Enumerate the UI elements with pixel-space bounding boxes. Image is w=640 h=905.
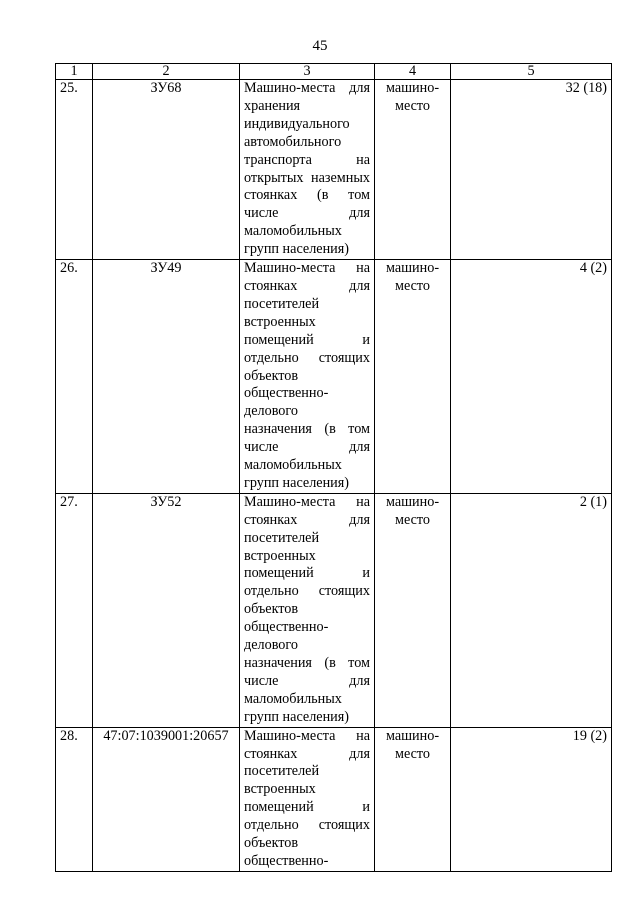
description-line: делового — [244, 403, 298, 420]
description-line: маломобильных — [244, 223, 342, 240]
description-line: числе для — [244, 672, 370, 689]
description-line: встроенных — [244, 781, 316, 798]
table-row — [56, 493, 612, 727]
description-line: Машино-места на — [244, 493, 370, 510]
table-row — [56, 80, 612, 260]
plot-identifier: ЗУ49 — [93, 260, 240, 494]
unit-line: машино- — [385, 80, 440, 96]
description-line: отдельно стоящих — [244, 349, 370, 366]
description-line: Машино-места для — [244, 80, 370, 96]
unit-line: место — [394, 511, 431, 528]
value-cell: 32 (18) — [451, 80, 612, 260]
description-line: числе для — [244, 205, 370, 222]
description-line: индивидуального — [244, 115, 350, 132]
description-line: помещений и — [244, 331, 370, 348]
plot-identifier: ЗУ52 — [93, 493, 240, 727]
description-line: делового — [244, 637, 298, 654]
value-cell: 19 (2) — [451, 727, 612, 871]
description-line: маломобильных — [244, 457, 342, 474]
description-line: общественно- — [244, 852, 329, 869]
header-col-5: 5 — [451, 64, 612, 80]
description-line: Машино-места на — [244, 727, 370, 744]
description-line: отдельно стоящих — [244, 583, 370, 600]
description-line: стоянках для — [244, 511, 370, 528]
row-number: 26. — [56, 260, 93, 494]
description-line: транспорта на — [244, 151, 370, 168]
description-line: помещений и — [244, 565, 370, 582]
description-line: групп населения) — [244, 241, 350, 258]
unit-cell — [375, 727, 451, 871]
description-line: автомобильного — [244, 133, 342, 150]
description-line: открытых наземных — [244, 169, 370, 186]
description-line: встроенных — [244, 547, 316, 564]
description-line: объектов — [244, 835, 299, 852]
description-line: Машино-места на — [244, 260, 370, 277]
description-line: посетителей — [244, 763, 320, 780]
header-col-1: 1 — [56, 64, 93, 80]
description-line: встроенных — [244, 313, 316, 330]
description-line: хранения — [244, 97, 301, 114]
value-cell: 4 (2) — [451, 260, 612, 494]
description-line: групп населения) — [244, 474, 350, 491]
plot-identifier: ЗУ68 — [93, 80, 240, 260]
description-line: посетителей — [244, 529, 320, 546]
unit-line: машино- — [385, 260, 440, 277]
description-line: числе для — [244, 439, 370, 456]
description-line: посетителей — [244, 295, 320, 312]
page-number: 45 — [312, 38, 328, 54]
description-cell — [240, 260, 375, 494]
unit-line: место — [394, 277, 431, 294]
description-line: маломобильных — [244, 690, 342, 707]
description-cell — [240, 80, 375, 260]
data-table — [55, 63, 612, 872]
unit-line: место — [394, 745, 431, 762]
description-cell — [240, 727, 375, 871]
description-line: групп населения) — [244, 708, 350, 725]
unit-line: место — [394, 97, 431, 114]
description-line: объектов — [244, 601, 299, 618]
unit-line: машино- — [385, 727, 440, 744]
header-col-4: 4 — [375, 64, 451, 80]
table-row — [56, 260, 612, 494]
description-line: отдельно стоящих — [244, 817, 370, 834]
table-header — [56, 64, 612, 80]
description-line: стоянках (в том — [244, 187, 370, 204]
row-number: 28. — [56, 727, 93, 871]
description-line: стоянках для — [244, 277, 370, 294]
plot-identifier: 47:07:1039001:20657 — [93, 727, 240, 871]
description-line: назначения (в том — [244, 655, 370, 671]
header-col-2: 2 — [93, 64, 240, 80]
description-line: общественно- — [244, 619, 329, 636]
description-cell — [240, 493, 375, 727]
description-line: объектов — [244, 367, 299, 384]
row-number: 27. — [56, 493, 93, 727]
table-row — [56, 727, 612, 871]
unit-line: машино- — [385, 493, 440, 510]
value-cell: 2 (1) — [451, 493, 612, 727]
unit-cell — [375, 493, 451, 727]
description-line: общественно- — [244, 385, 329, 402]
description-line: помещений и — [244, 799, 370, 816]
unit-cell — [375, 80, 451, 260]
unit-cell — [375, 260, 451, 494]
description-line: назначения (в том — [244, 421, 370, 438]
header-col-3: 3 — [240, 64, 375, 80]
header-row — [56, 64, 612, 80]
table-body — [56, 80, 612, 872]
description-line: стоянках для — [244, 745, 370, 762]
row-number: 25. — [56, 80, 93, 260]
